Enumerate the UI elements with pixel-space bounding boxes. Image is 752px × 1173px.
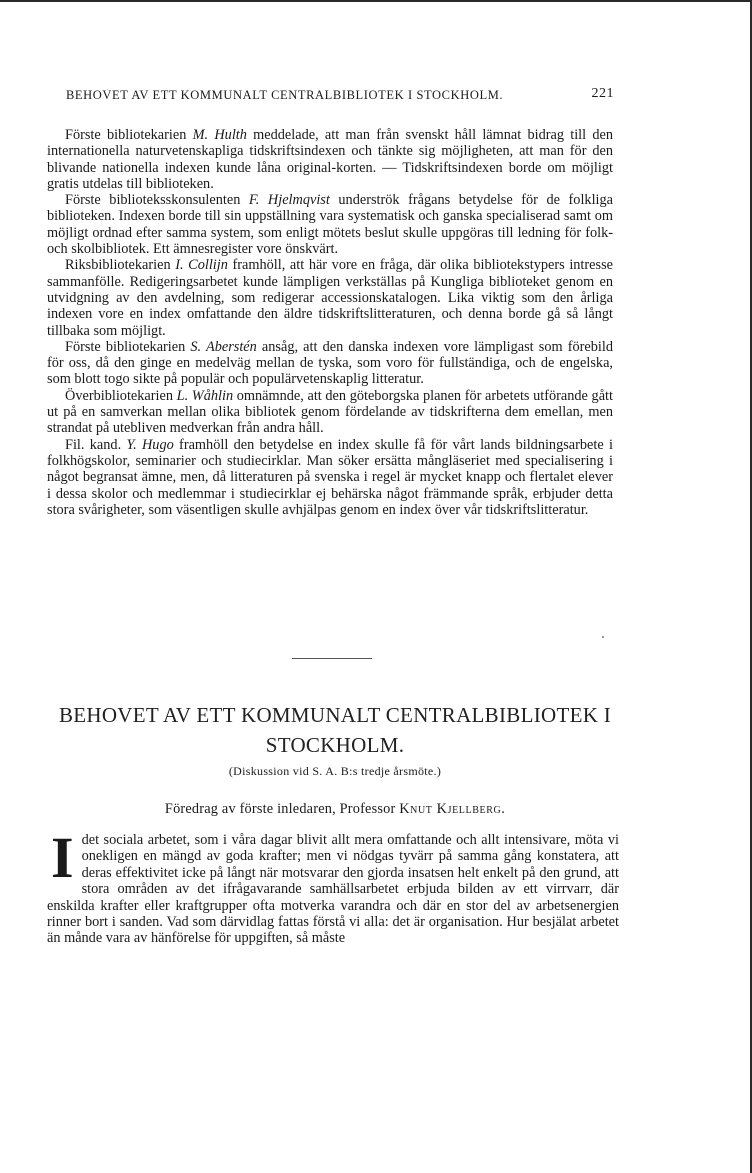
paragraph: Riksbibliotekarien I. Collijn framhöll, att här vore en fråga, där olika bibliotekstypers intresse sammanfölle. Redigeringsarbetet kunde lämpligen verkställas på Kungliga biblioteket genom en utvidgning av den avdelning, som redigerar accessionskatalogen. Lika viktig som den årliga indexen vore en index omfattande den äldre tidskriftslitteraturen, och denna borde gå så långt tillbaka som möjligt. [47,257,613,339]
paragraph: Fil. kand. Y. Hugo framhöll den betydelse en index skulle få för vårt lands bildningsarbete i folkhögskolor, seminarier och studiecirklar. Man söker ersätta mångläseriet med specialisering i något begransat ämne, men, då litteraturen på svenska i regel är mycket knapp och flertalet elever i dessa skolor och medlemmar i studiecirklar ej behärska något främmande språk, erbjuder detta stora svårigheter, som väsentligen skulle avhjälpas genom en index över vår tidskriftslitteratur. [47,436,613,518]
paragraph: Förste biblioteksskonsulenten F. Hjelmqvist underströk frågans betydelse för de folkliga biblioteken. Indexen borde till sin uppställning vara systematisk och ganska specialiserad samt om möjligt ordnad efter samma system, som enligt mötets beslut skulle uppgöras till ledning för folk- och skolbibliotek. Ett ämnesregister vore önskvärt. [47,192,614,258]
speaker-name: Knut Kjellberg [399,801,502,817]
article-title: BEHOVET AV ETT KOMMUNALT CENTRALBIBLIOTEK I STOCKHOLM. [58,703,612,757]
speck [602,636,604,638]
lead-paragraph: det sociala arbetet, som i våra dagar blivit allt mera omfattande och allt intensivare, möta vi onekligen en mängd av goda krafter; men vi nödgas tyvärr på samma gång konstatera, att deras effektivitet icke på långt när motsvarar den gjorda insatsen helt enkelt på den grund, att stora områden av det ifrågavarande samhällsarbetet erbjuda bilden av ett virrvarr, där enskilda krafter eller kraftgrupper ofta motverka varandra och där en stor del av arbetsenergien rinner bort i sanden. Vad som därvidlag fattas förstå vi alla: det är organisation. Hur besjälat arbetet än månde vara av hänförelse för uppgiften, så måste [47,832,619,947]
speaker-name: F. Hjelmqvist [248,192,330,209]
speaker-name: M. Hulth [192,127,247,143]
running-head [66,88,614,103]
paragraph: Förste bibliotekarien S. Aberstén ansåg, att den danska indexen vore lämpligast som förebild för oss, då den ginge en medelväg mellan de tyska, som voro för fullständiga, och de engelska, som blott togo sikte på populär och populärvetenskaplig litteratur. [47,338,613,388]
drop-cap: I [51,825,74,890]
speaker-line: Föredrag av förste inledaren, Professor Knut Kjellberg. [164,801,506,817]
paragraph: Överbibliotekarien L. Wåhlin omnämnde, att den göteborgska planen för arbetets utförande gått ut på en samverkan mellan olika bibliotek genom fördelande av tidskrifterna dem emellan, men strandat på utebliven medverkan från andra håll. [47,387,613,437]
speaker-name: I. Collijn [175,257,228,274]
paragraph: Förste bibliotekarien M. Hulth meddelade, att man från svenskt håll lämnat bidrag till den internationella naturvetenskapliga tidskriftsindexen och tänkte sig möjligheten, att man för den blivande nationella indexen kunde låna original-korten. — Tidskriftsindexen borde om möjligt gratis utdelas till biblioteken. [47,127,614,192]
section-divider [292,658,372,659]
scan-border-top [0,0,752,2]
discussion-text [47,127,613,518]
article-subtitle: (Diskussion vid S. A. B:s tredje årsmöte.) [228,764,442,778]
page-number: 221 [591,86,614,101]
article-lead [47,825,619,947]
speaker-name: Y. Hugo [126,436,174,453]
speaker-name: S. Aberstén [190,338,257,355]
speaker-name: L. Wåhlin [176,387,234,404]
running-head-title: BEHOVET AV ETT KOMMUNALT CENTRALBIBLIOTEK I STOCKHOLM. [66,88,504,102]
